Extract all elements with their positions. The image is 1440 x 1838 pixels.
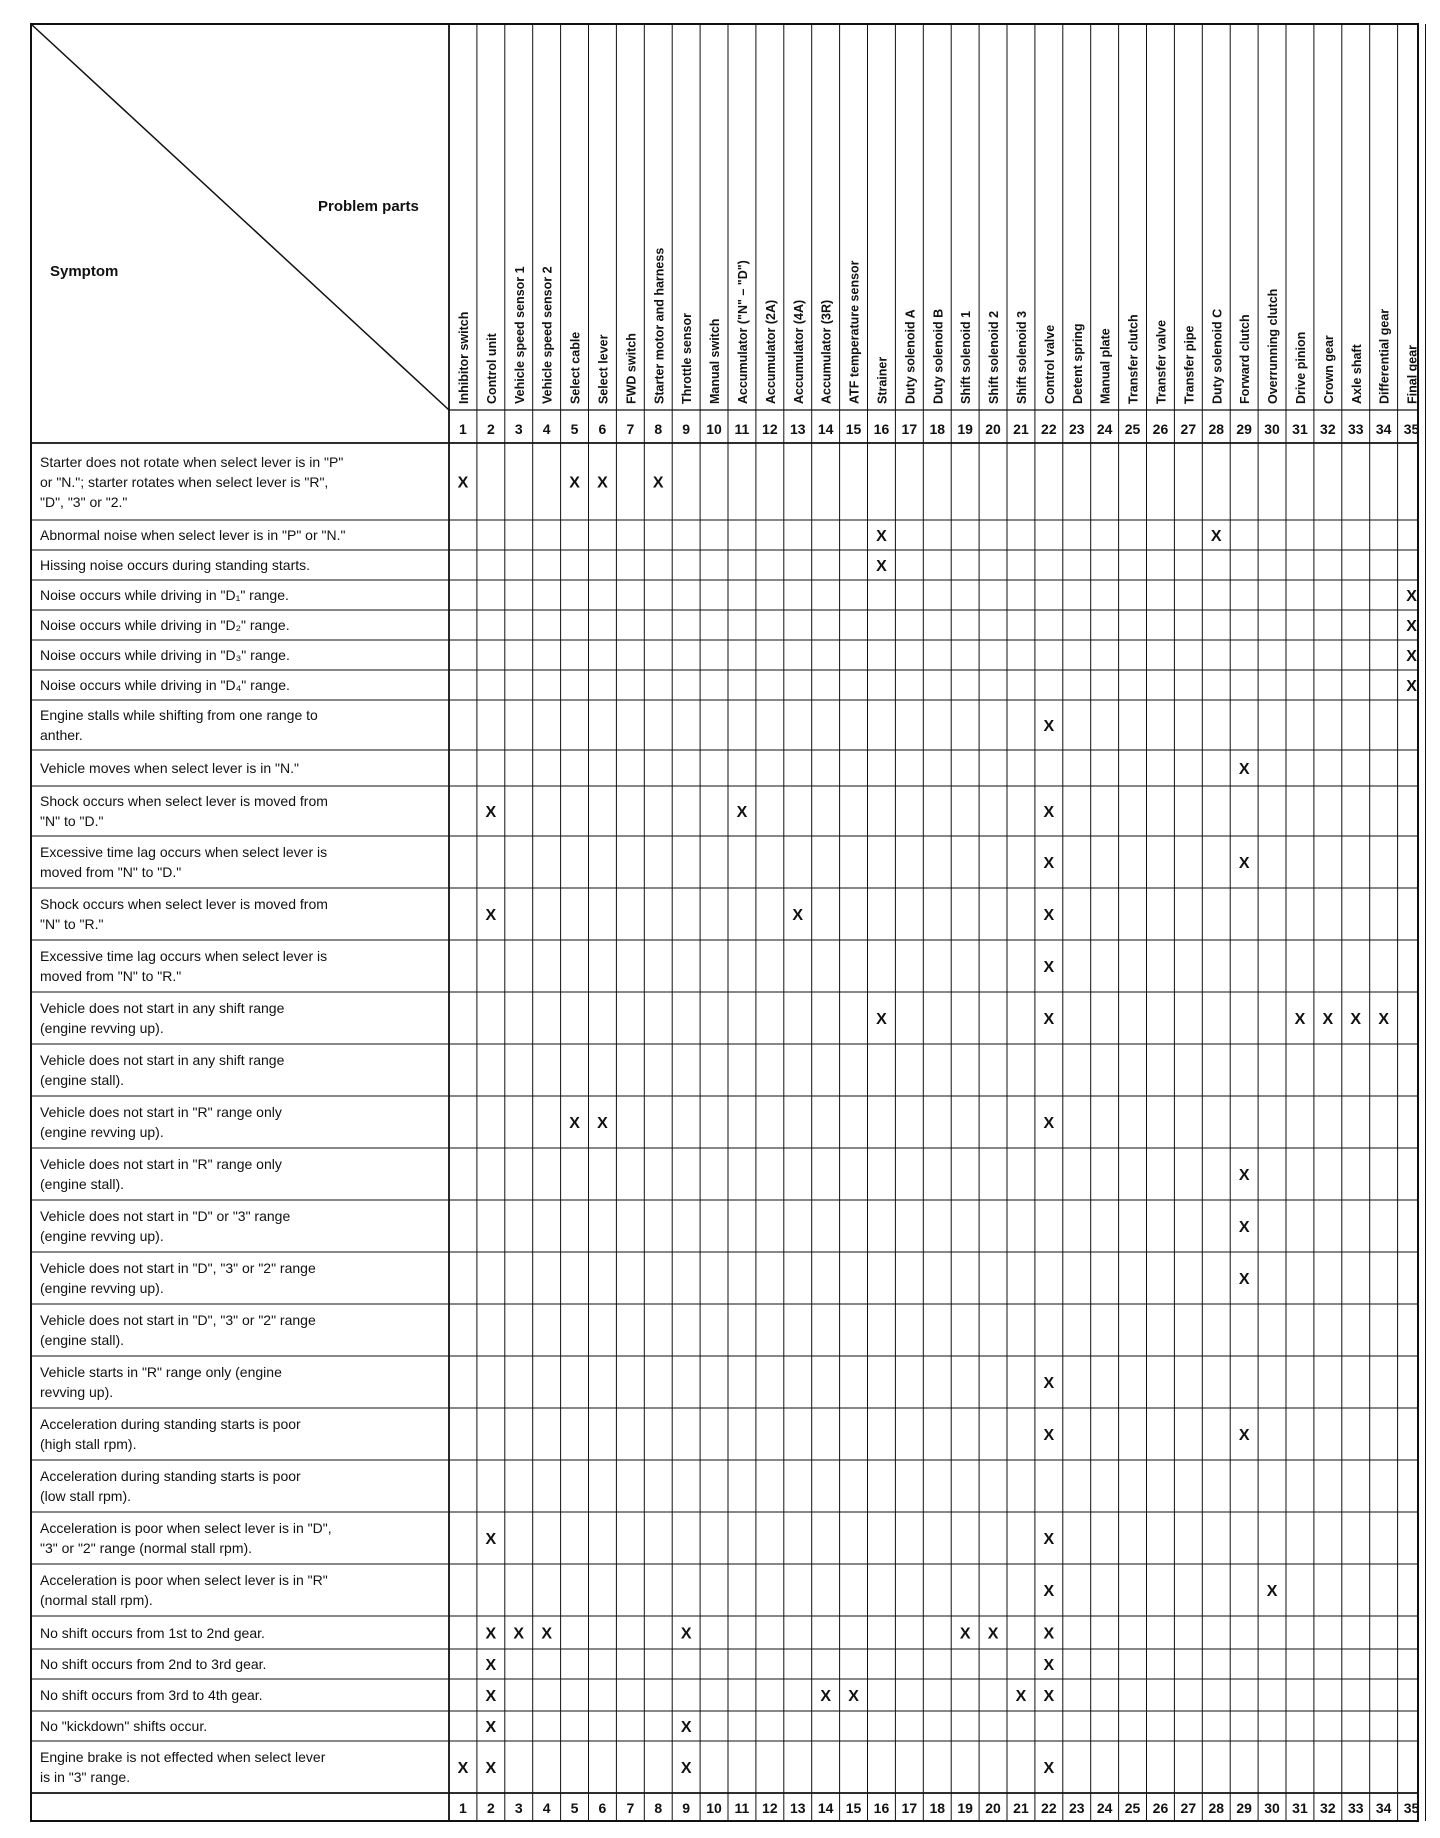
part-name-3: Vehicle speed sensor 1 — [512, 266, 527, 404]
mark-x: X — [1043, 718, 1055, 735]
mark-x: X — [1043, 1657, 1055, 1674]
column-number-bottom: 21 — [1013, 1800, 1029, 1816]
column-number-bottom: 5 — [570, 1800, 579, 1816]
mark-x: X — [597, 1115, 608, 1132]
column-number-top: 26 — [1152, 421, 1169, 437]
part-name-9: Throttle sensor — [680, 313, 695, 404]
part-name-20: Shift solenoid 2 — [987, 310, 1002, 404]
symptom-text: Vehicle does not start in "D", "3" or "2" range (engine stall). — [40, 1312, 316, 1348]
column-number-bottom: 8 — [654, 1800, 663, 1816]
column-number-top: 34 — [1375, 421, 1392, 437]
mark-x: X — [876, 1011, 887, 1028]
mark-x: X — [1406, 678, 1417, 695]
symptom-text: Excessive time lag occurs when select lever is moved from "N" to "R." — [40, 948, 328, 984]
part-name-29: Forward clutch — [1238, 314, 1253, 404]
symptom-text: Acceleration is poor when select lever is in "R" (normal stall rpm). — [40, 1572, 328, 1608]
part-name-19: Shift solenoid 1 — [959, 310, 974, 404]
column-number-bottom: 30 — [1264, 1800, 1280, 1816]
part-name-35: Final gear — [1405, 344, 1420, 404]
symptom-text: Engine brake is not effected when select lever is in "3" range. — [40, 1749, 326, 1785]
mark-x: X — [1238, 1271, 1250, 1288]
symptom-text: Engine stalls while shifting from one range to anther. — [40, 707, 318, 743]
column-number-bottom: 3 — [514, 1800, 523, 1816]
column-number-top: 2 — [486, 421, 495, 437]
symptom-text: Starter does not rotate when select lever is in "P" or "N."; starter rotates when select lever is "R", "D", "3" or "2." — [40, 453, 344, 510]
symptom-label: Symptom — [50, 263, 119, 280]
column-number-bottom: 27 — [1180, 1800, 1197, 1816]
symptom-text: Shock occurs when select lever is moved from "N" to "R." — [40, 896, 328, 932]
mark-x: X — [736, 804, 748, 821]
part-name-28: Duty solenoid C — [1210, 308, 1225, 404]
symptom-text: Acceleration during standing starts is poor (high stall rpm). — [40, 1416, 301, 1452]
column-number-top: 21 — [1013, 421, 1029, 437]
part-name-15: ATF temperature sensor — [847, 260, 862, 404]
column-number-top: 35 — [1403, 421, 1420, 437]
mark-x: X — [652, 474, 664, 492]
column-number-bottom: 18 — [929, 1800, 946, 1816]
column-number-bottom: 4 — [542, 1800, 551, 1816]
column-number-top: 12 — [762, 421, 778, 437]
column-number-bottom: 23 — [1068, 1800, 1085, 1816]
mark-x: X — [1238, 761, 1250, 778]
mark-x: X — [1043, 1375, 1055, 1392]
column-number-bottom: 33 — [1347, 1800, 1364, 1816]
column-number-top: 25 — [1124, 421, 1141, 437]
mark-x: X — [597, 474, 608, 492]
column-number-bottom: 35 — [1403, 1800, 1420, 1816]
column-number-bottom: 9 — [682, 1800, 691, 1816]
mark-x: X — [485, 1760, 497, 1777]
symptom-text: Vehicle does not start in any shift range (engine stall). — [40, 1052, 285, 1088]
mark-x: X — [1043, 1427, 1055, 1444]
part-name-16: Strainer — [875, 356, 890, 404]
problem-parts-label: Problem parts — [318, 198, 419, 215]
column-number-top: 3 — [514, 421, 523, 437]
column-number-top: 28 — [1208, 421, 1225, 437]
column-number-top: 22 — [1041, 421, 1057, 437]
mark-x: X — [876, 528, 887, 545]
column-number-top: 23 — [1068, 421, 1085, 437]
part-name-13: Accumulator (4A) — [791, 299, 806, 404]
mark-x: X — [1043, 1625, 1055, 1643]
symptom-text: Vehicle does not start in "D", "3" or "2" range (engine revving up). — [40, 1260, 316, 1296]
mark-x: X — [485, 1688, 497, 1705]
mark-x: X — [1210, 528, 1222, 545]
column-number-top: 15 — [845, 421, 862, 437]
column-number-bottom: 2 — [486, 1800, 495, 1816]
part-name-6: Select lever — [596, 334, 611, 404]
column-number-top: 18 — [929, 421, 946, 437]
column-number-top: 17 — [901, 421, 918, 437]
symptom-text: Vehicle starts in "R" range only (engine revving up). — [40, 1364, 282, 1400]
column-number-bottom: 17 — [901, 1800, 918, 1816]
symptom-text: Noise occurs while driving in "D₁" range. — [40, 587, 289, 603]
mark-x: X — [1406, 618, 1417, 635]
part-name-2: Control unit — [484, 333, 499, 404]
column-number-top: 33 — [1347, 421, 1364, 437]
column-number-top: 32 — [1320, 421, 1336, 437]
column-number-top: 20 — [985, 421, 1001, 437]
part-name-10: Manual switch — [708, 318, 723, 404]
mark-x: X — [569, 1115, 580, 1132]
mark-x: X — [1350, 1011, 1362, 1028]
part-name-12: Accumulator (2A) — [763, 299, 778, 404]
column-number-bottom: 11 — [734, 1800, 750, 1816]
column-number-top: 19 — [957, 421, 973, 437]
mark-x: X — [1043, 959, 1055, 976]
symptom-text: No shift occurs from 1st to 2nd gear. — [40, 1624, 265, 1641]
symptom-text: Hissing noise occurs during standing starts. — [40, 557, 311, 573]
column-number-bottom: 15 — [845, 1800, 862, 1816]
mark-x: X — [485, 1625, 497, 1643]
mark-x: X — [1043, 1760, 1055, 1777]
mark-x: X — [1322, 1011, 1334, 1028]
part-name-1: Inhibitor switch — [456, 311, 471, 404]
mark-x: X — [1238, 1427, 1250, 1444]
mark-x: X — [1238, 855, 1250, 872]
column-number-bottom: 16 — [873, 1800, 890, 1816]
part-name-17: Duty solenoid A — [903, 309, 918, 404]
part-name-24: Manual plate — [1098, 328, 1113, 404]
symptom-text: Shock occurs when select lever is moved from "N" to "D." — [40, 793, 328, 829]
mark-x: X — [848, 1688, 859, 1705]
symptom-text: Vehicle moves when select lever is in "N." — [40, 760, 299, 776]
part-name-30: Overrunning clutch — [1266, 288, 1281, 404]
mark-x: X — [987, 1625, 999, 1643]
column-number-top: 10 — [706, 421, 722, 437]
column-number-top: 1 — [459, 421, 467, 437]
column-number-top: 5 — [570, 421, 579, 437]
column-number-top: 13 — [789, 421, 806, 437]
column-number-bottom: 25 — [1124, 1800, 1141, 1816]
symptom-text: Vehicle does not start in "D" or "3" range (engine revving up). — [40, 1208, 291, 1244]
mark-x: X — [1043, 1688, 1055, 1705]
mark-x: X — [680, 1760, 692, 1777]
part-name-18: Duty solenoid B — [931, 308, 946, 404]
column-number-bottom: 29 — [1236, 1800, 1252, 1816]
column-number-bottom: 20 — [985, 1800, 1001, 1816]
column-number-bottom: 34 — [1375, 1800, 1392, 1816]
column-number-top: 29 — [1236, 421, 1252, 437]
mark-x: X — [876, 558, 887, 575]
symptom-text: No "kickdown" shifts occur. — [40, 1718, 208, 1734]
column-number-top: 16 — [873, 421, 890, 437]
mark-x: X — [541, 1625, 552, 1643]
mark-x: X — [1238, 1219, 1250, 1236]
column-number-bottom: 13 — [789, 1800, 806, 1816]
column-number-bottom: 14 — [817, 1800, 834, 1816]
mark-x: X — [1043, 1115, 1055, 1132]
column-number-top: 14 — [817, 421, 834, 437]
mark-x: X — [1043, 907, 1055, 924]
column-number-bottom: 7 — [626, 1800, 635, 1816]
column-number-bottom: 22 — [1041, 1800, 1057, 1816]
symptom-text: Acceleration is poor when select lever is in "D", "3" or "2" range (normal stall rpm). — [40, 1520, 332, 1556]
mark-x: X — [1043, 1531, 1055, 1548]
part-name-8: Starter motor and harness — [652, 247, 667, 404]
column-number-top: 27 — [1180, 421, 1197, 437]
part-name-26: Transfer valve — [1154, 319, 1169, 404]
mark-x: X — [959, 1625, 971, 1643]
mark-x: X — [680, 1719, 692, 1736]
part-name-14: Accumulator (3R) — [819, 299, 834, 404]
mark-x: X — [569, 474, 580, 492]
mark-x: X — [457, 1760, 469, 1777]
symptom-text: No shift occurs from 2nd to 3rd gear. — [40, 1656, 267, 1672]
column-number-top: 7 — [626, 421, 635, 437]
mark-x: X — [1266, 1583, 1278, 1600]
mark-x: X — [1043, 1583, 1055, 1600]
symptom-text: Acceleration during standing starts is poor (low stall rpm). — [40, 1468, 301, 1504]
header-diagonal — [31, 24, 449, 410]
column-number-top: 31 — [1292, 421, 1308, 437]
column-number-bottom: 19 — [957, 1800, 973, 1816]
column-number-bottom: 6 — [598, 1800, 607, 1816]
column-number-top: 8 — [654, 421, 663, 437]
symptom-text: Vehicle does not start in "R" range only (engine stall). — [40, 1156, 282, 1192]
column-number-top: 6 — [598, 421, 607, 437]
symptom-text: Noise occurs while driving in "D₂" range. — [40, 617, 290, 633]
mark-x: X — [1294, 1011, 1306, 1028]
symptom-text: Noise occurs while driving in "D₃" range. — [40, 647, 290, 663]
part-name-33: Axle shaft — [1349, 344, 1364, 404]
part-name-21: Shift solenoid 3 — [1014, 310, 1029, 404]
column-number-bottom: 24 — [1096, 1800, 1113, 1816]
mark-x: X — [513, 1625, 525, 1643]
mark-x: X — [1378, 1011, 1389, 1028]
mark-x: X — [680, 1625, 692, 1643]
mark-x: X — [1043, 804, 1055, 821]
part-name-32: Crown gear — [1321, 335, 1336, 404]
column-number-bottom: 12 — [762, 1800, 778, 1816]
mark-x: X — [792, 907, 804, 924]
mark-x: X — [485, 1531, 497, 1548]
column-number-top: 4 — [542, 421, 551, 437]
column-number-bottom: 31 — [1292, 1800, 1308, 1816]
part-name-23: Detent spring — [1070, 323, 1085, 404]
part-name-7: FWD switch — [624, 333, 639, 404]
symptom-text: Excessive time lag occurs when select lever is moved from "N" to "D." — [40, 844, 328, 880]
symptom-text: Vehicle does not start in "R" range only (engine revving up). — [40, 1104, 282, 1140]
part-name-31: Drive pinion — [1293, 331, 1308, 404]
column-number-top: 11 — [734, 421, 750, 437]
part-name-25: Transfer clutch — [1126, 314, 1141, 404]
symptom-text: Noise occurs while driving in "D₄" range. — [40, 677, 290, 693]
mark-x: X — [1406, 588, 1417, 605]
part-name-5: Select cable — [568, 331, 583, 404]
mark-x: X — [1406, 648, 1417, 665]
mark-x: X — [1015, 1688, 1027, 1705]
symptom-text: Abnormal noise when select lever is in "P" or "N." — [40, 527, 346, 543]
column-number-top: 30 — [1264, 421, 1280, 437]
symptom-text: Vehicle does not start in any shift range (engine revving up). — [40, 1000, 285, 1036]
column-number-bottom: 28 — [1208, 1800, 1225, 1816]
column-number-bottom: 32 — [1320, 1800, 1336, 1816]
column-number-bottom: 26 — [1152, 1800, 1169, 1816]
mark-x: X — [457, 474, 469, 492]
part-name-4: Vehicle speed sensor 2 — [540, 266, 555, 404]
column-number-top: 9 — [682, 421, 691, 437]
mark-x: X — [485, 1719, 497, 1736]
mark-x: X — [485, 1657, 497, 1674]
part-name-11: Accumulator ("N" – "D") — [735, 260, 750, 404]
mark-x: X — [1043, 1011, 1055, 1028]
mark-x: X — [485, 804, 497, 821]
column-number-bottom: 10 — [706, 1800, 722, 1816]
part-name-27: Transfer pipe — [1182, 325, 1197, 404]
mark-x: X — [820, 1688, 831, 1705]
part-name-34: Differential gear — [1377, 308, 1392, 404]
mark-x: X — [485, 907, 497, 924]
part-name-22: Control valve — [1042, 324, 1057, 404]
symptom-text: No shift occurs from 3rd to 4th gear. — [40, 1687, 263, 1703]
column-number-top: 24 — [1096, 421, 1113, 437]
mark-x: X — [1238, 1167, 1250, 1184]
mark-x: X — [1043, 855, 1055, 872]
column-number-bottom: 1 — [459, 1800, 467, 1816]
